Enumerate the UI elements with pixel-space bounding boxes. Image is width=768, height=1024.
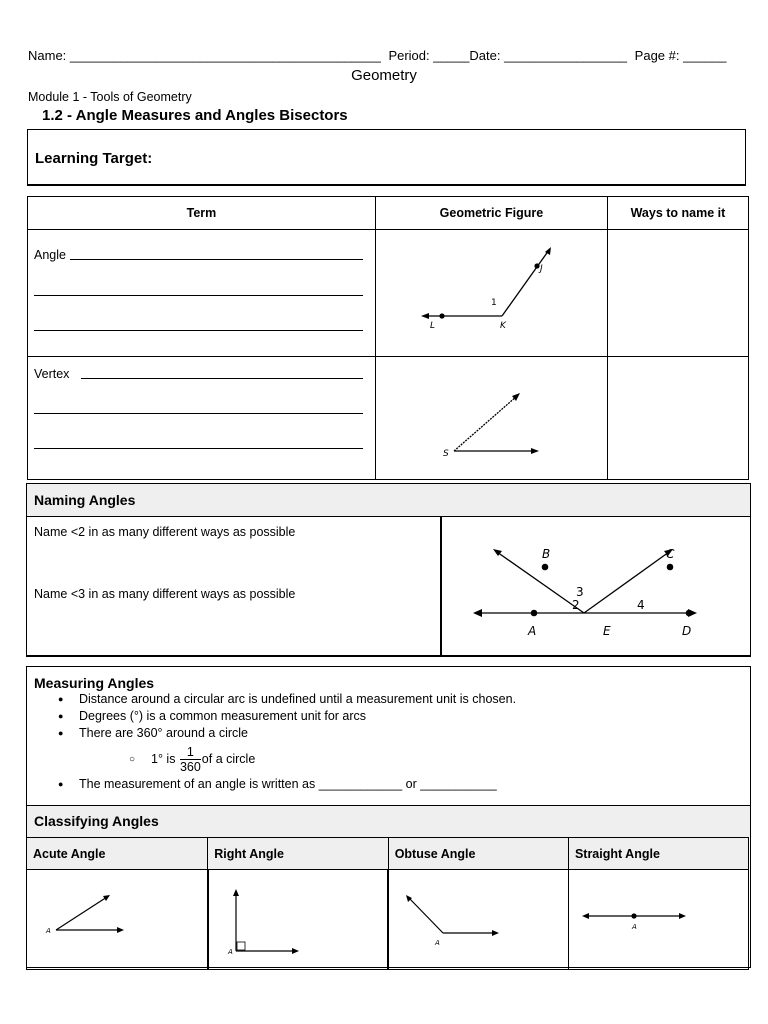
label-l: L [429,321,435,331]
measuring-angles-title: Measuring Angles [34,675,155,691]
label-e: E [603,624,611,638]
angle-lkj-figure [377,231,606,352]
ways-cell-angle[interactable] [607,230,748,357]
date-blank[interactable]: _________________ [504,48,628,63]
term-cell-angle[interactable] [28,230,376,357]
definition-blank[interactable] [34,330,363,331]
straight-angle-header: Straight Angle [568,838,748,870]
right-angle-figure [210,871,384,965]
figure-header: Geometric Figure [375,197,607,230]
measurement-notation-text: The measurement of an angle is written as [79,777,316,791]
straight-vertex-label: A [631,923,637,931]
table-row [28,230,749,357]
term-vertex-label: Vertex [34,367,70,381]
acute-angle-cell [27,870,208,970]
classifying-angles-title: Classifying Angles [27,806,750,837]
naming-prompts-cell[interactable] [27,517,442,655]
notation-blank-1[interactable]: ____________ [318,777,403,791]
date-label: Date: [469,48,501,63]
notation-or: or [405,777,417,791]
lesson-title: 1.2 - Angle Measures and Angles Bisectors [42,107,348,124]
obtuse-angle-cell [388,870,568,970]
ways-header: Ways to name it [607,197,748,230]
page-blank[interactable]: ______ [683,48,727,63]
period-label: Period: [388,48,430,63]
label-j: J [539,264,543,274]
list-item: ● Distance around a circular arc is undefined until a measurement unit is chosen. [27,691,750,708]
label-s: S [442,449,449,459]
acute-angle-header: Acute Angle [27,838,208,870]
definition-blank[interactable] [34,295,363,296]
vertex-s-figure [377,358,606,475]
acute-vertex-label: A [46,927,51,935]
acute-angle-figure [28,871,203,965]
list-item [27,742,750,776]
fraction-denominator: 360 [179,760,201,775]
right-angle-cell [208,870,388,970]
name-blank[interactable]: ___________________________________________ [69,48,381,63]
degree-fraction-suffix: of a circle [201,752,256,766]
learning-target-label: Learning Target: [35,150,153,167]
classifying-angles-table [26,837,749,970]
right-angle-header: Right Angle [208,838,388,870]
obtuse-angle-figure [390,871,564,965]
definition-blank[interactable] [70,259,363,260]
degree-fraction-prefix: 1° is [151,752,176,766]
definition-blank[interactable] [34,448,363,449]
ways-cell-vertex[interactable] [607,357,748,480]
angle-number-4: 4 [637,598,645,612]
subject-title: Geometry [351,67,417,84]
period-blank[interactable]: _____ [433,48,470,63]
term-angle-label: Angle [34,248,66,262]
list-item: ● Degrees (°) is a common measurement unit for arcs [27,708,750,725]
term-table [27,196,749,480]
naming-angles-figure [442,517,748,653]
definition-blank[interactable] [34,413,363,414]
measuring-classifying-section [26,666,751,968]
measuring-angles-block [27,667,750,806]
straight-angle-cell [568,870,748,970]
angle-number-3: 3 [576,585,584,599]
angle-figure-cell [375,230,607,357]
measuring-angles-list [27,691,750,793]
label-c: C [666,547,675,561]
table-row [28,357,749,480]
straight-angle-figure [570,871,744,965]
notation-blank-2[interactable]: ___________ [420,777,497,791]
angle-number-1: 1 [490,298,497,308]
label-a: A [528,624,537,638]
name-label: Name: [28,48,67,63]
learning-target-box[interactable] [27,129,746,186]
naming-prompt-angle-3: Name <3 in as many different ways as possible [34,587,296,601]
definition-blank[interactable] [81,378,362,379]
fraction-1-over-360 [180,745,201,774]
list-item: ● There are 360° around a circle [27,725,750,742]
vertex-figure-cell [375,357,607,480]
fraction-numerator: 1 [180,745,201,760]
label-b: B [542,547,551,561]
naming-angles-title: Naming Angles [27,484,750,517]
module-title: Module 1 - Tools of Geometry [28,90,192,104]
term-header: Term [28,197,376,230]
naming-prompt-angle-2: Name <2 in as many different ways as possible [34,525,296,539]
label-k: K [499,321,506,331]
page-label: Page #: [634,48,680,63]
angle-number-2: 2 [572,598,580,612]
obtuse-vertex-label: A [435,939,440,947]
right-vertex-label: A [227,948,233,956]
student-info-line [28,48,740,63]
label-d: D [682,624,692,638]
naming-angles-section [26,483,751,657]
term-cell-vertex[interactable] [28,357,376,480]
obtuse-angle-header: Obtuse Angle [388,838,568,870]
list-item [27,776,750,793]
